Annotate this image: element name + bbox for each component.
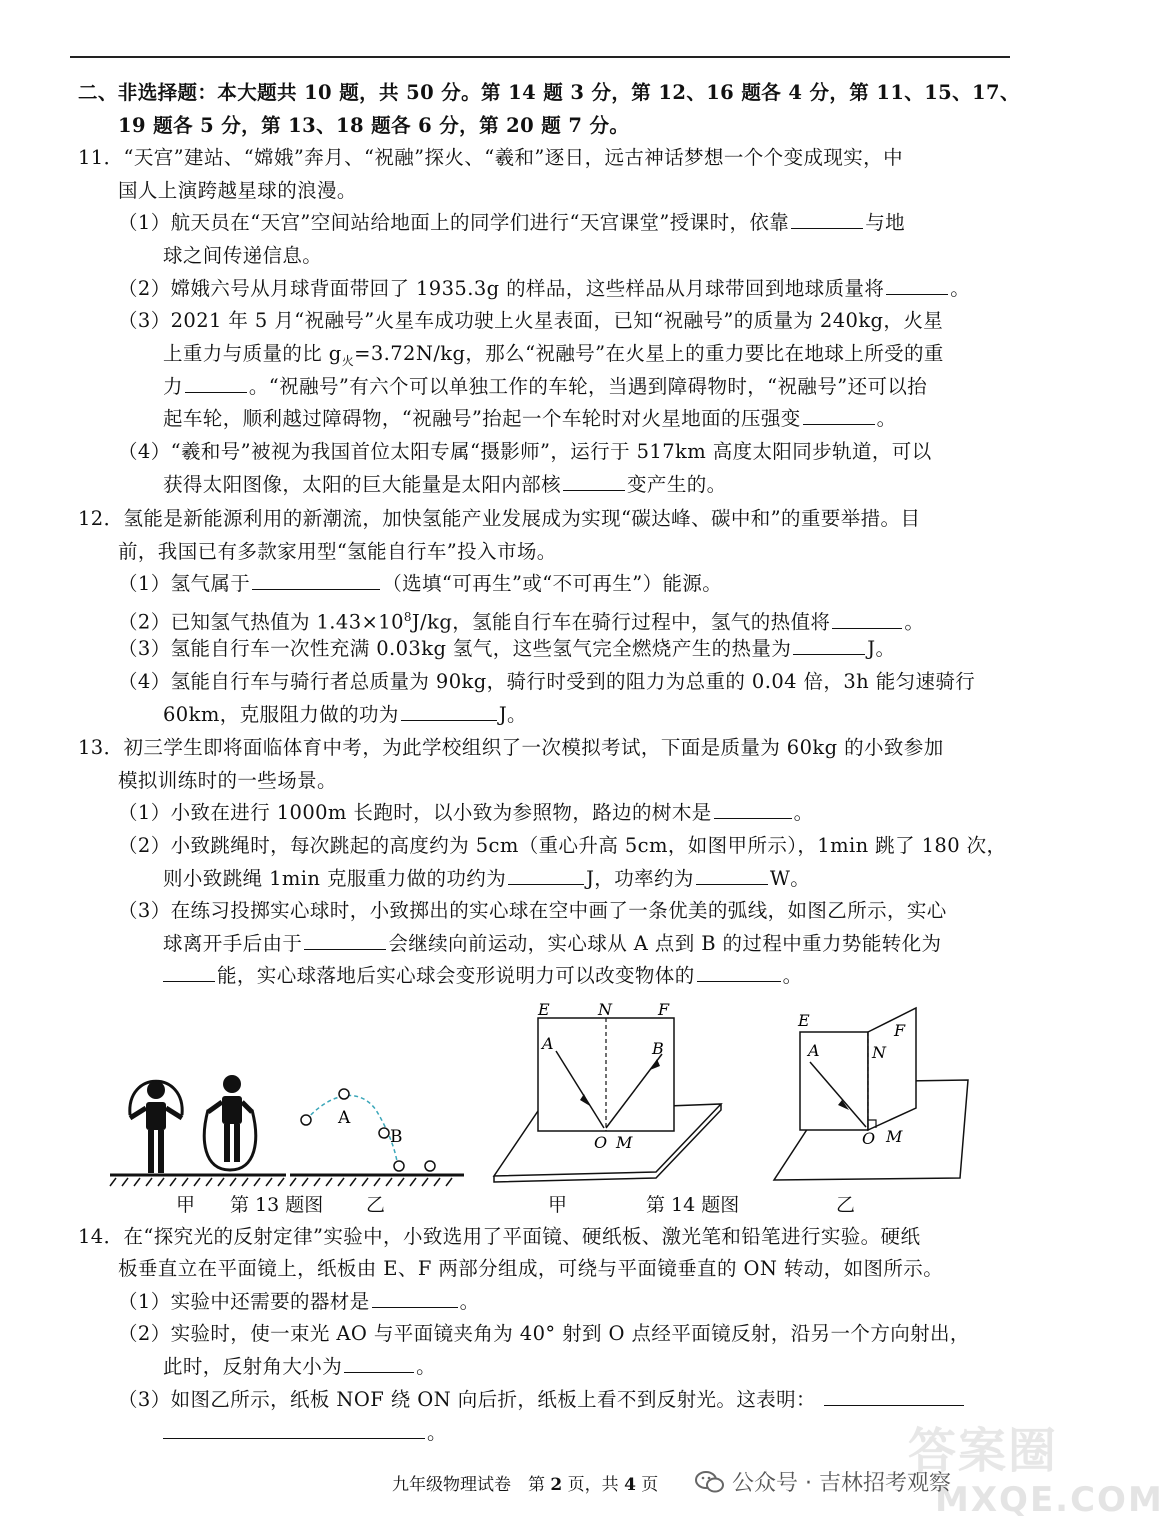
q14-part2-line2: 此时，反射角大小为 。 [163,1355,437,1378]
q12-part4-line1: （4）氢能自行车与骑行者总质量为 90kg，骑行时受到的阻力为总重的 0.04 倍，3h 能匀速骑行 [118,670,976,693]
q14-part3-line2: 。 [163,1420,447,1446]
q12-blank2[interactable] [832,610,902,629]
q12-blank1[interactable] [252,571,380,590]
label-m: M [616,1133,633,1152]
q13-stem-line2: 模拟训练时的一些场景。 [118,769,337,792]
label-a: A [808,1041,820,1060]
watermark-account: 公众号 · 吉林招考观察 [695,1466,951,1497]
section-header-line1: 二、非选择题：本大题共 10 题，共 50 分。第 14 题 3 分，第 12、16 题各 4 分，第 11、15、17、 [78,81,1020,104]
q13-blank4[interactable] [304,931,386,950]
q13-part2-line1: （2）小致跳绳时，每次跳起的高度约为 5cm（重心升高 5cm，如图甲所示），1min 跳了 180 次， [118,834,1007,857]
q14-part3-line1: （3）如图乙所示，纸板 NOF 绕 ON 向后折，纸板上看不到反射光。这表明： [118,1387,966,1413]
label-m: M [886,1127,903,1146]
q14-part1: （1）实验中还需要的器材是 。 [118,1290,480,1313]
top-rule [70,56,1010,58]
fig13-jia-rope-jumping [108,1060,288,1190]
q12-part3: （3）氢能自行车一次性充满 0.03kg 氢气，这些氢气完全燃烧产生的热量为 J。 [118,637,896,660]
ball-b [379,1128,389,1138]
q14-stem-line1: 14．在“探究光的反射定律”实验中，小致选用了平面镜、硬纸板、激光笔和铅笔进行实验。硬纸 [78,1225,921,1248]
label-n: N [872,1043,886,1062]
section-header-line2: 19 题各 5 分，第 13、18 题各 6 分，第 20 题 7 分。 [118,114,630,137]
q12-part4-line2: 60km，克服阻力做的功为 J。 [163,703,527,726]
fig13-title: 第 13 题图 [230,1194,324,1216]
label-f: F [658,1000,670,1019]
fig14-yi-folded-board [770,1000,970,1185]
q11-stem-line2: 国人上演跨越星球的浪漫。 [118,179,357,202]
q12-part1: （1）氢气属于 （选填“可再生”或“不可再生”）能源。 [118,572,723,595]
watermark-site: MXQE.COM [935,1480,1164,1520]
q13-blank1[interactable] [714,800,792,819]
q11-part3-line2: 上重力与质量的比 $g_火=3.72N/kg$，那么“祝融号”在火星上的重力要比在地球上所受的重 [163,342,944,368]
label-o: O [594,1133,608,1152]
ball-a [339,1089,349,1099]
q11-blank1[interactable] [791,210,863,229]
q13-part2-line2: 则小致跳绳 1min 克服重力做的功约为 J，功率约为 W。 [163,867,811,890]
ball-start [301,1115,311,1125]
q11-part1-line2: 球之间传递信息。 [163,244,323,267]
label-b: B [652,1039,664,1058]
q11-part4-line1: （4）“羲和号”被视为我国首位太阳专属“摄影师”，运行于 517km 高度太阳同步轨道，可以 [118,440,932,463]
q13-part3-line2: 球离开手后由于 会继续向前运动，实心球从 A 点到 B 的过程中重力势能转化为 [163,932,942,955]
q13-blank3[interactable] [696,866,768,885]
fig14-jia-mirror-board [486,996,726,1184]
fig13-yi-ball-trajectory [288,1080,468,1190]
q12-part2: （2）已知氢气热值为 $1.43\times 10^8J/kg$，氢能自行车在骑行过程中，氢气的热值将 。 [118,610,925,634]
q11-stem-line1: 11．“天宫”建站、“嫦娥”奔月、“祝融”探火、“羲和”逐日，远古神话梦想一个个变成现实，中 [78,146,903,169]
watermark-stamp: 答案圈 [908,1423,1059,1479]
q14-stem-line2: 板垂直立在平面镜上，纸板由 E、F 两部分组成，可绕与平面镜垂直的 ON 转动，如图所示。 [118,1257,944,1280]
label-b: B [390,1127,403,1147]
q13-stem-line1: 13．初三学生即将面临体育中考，为此学校组织了一次模拟考试，下面是质量为 60kg 的小致参加 [78,736,944,759]
ball-land [394,1161,404,1171]
q14-blank1[interactable] [372,1289,458,1308]
q13-blank6[interactable] [697,963,781,982]
wechat-icon [695,1470,725,1494]
label-o: O [862,1129,876,1148]
q14-blank2[interactable] [344,1354,414,1373]
fig14-yi-caption: 乙 [836,1194,856,1216]
fig13-yi-caption: 乙 [366,1194,386,1216]
q11-part1-line1: （1）航天员在“天宫”空间站给地面上的同学们进行“天宫课堂”授课时，依靠 与地 [118,211,905,234]
label-e: E [538,1000,550,1019]
label-a: A [338,1108,351,1128]
q12-stem-line1: 12．氢能是新能源利用的新潮流，加快氢能产业发展成为实现“碳达峰、碳中和”的重要举措。目 [78,507,921,530]
label-n: N [598,1000,612,1019]
q11-blank2[interactable] [886,276,948,295]
label-a: A [542,1034,554,1053]
q11-part3-line4: 起车轮，顺利越过障碍物，“祝融号”抬起一个车轮时对火星地面的压强变 。 [163,407,897,430]
q12-stem-line2: 前，我国已有多款家用型“氢能自行车”投入市场。 [118,540,557,563]
q13-part1: （1）小致在进行 1000m 长跑时，以小致为参照物，路边的树木是 。 [118,801,814,824]
q12-blank3[interactable] [793,636,865,655]
q13-part3-line1: （3）在练习投掷实心球时，小致掷出的实心球在空中画了一条优美的弧线，如图乙所示，实心 [118,899,947,922]
q11-part2: （2）嫦娥六号从月球背面带回了 1935.3g 的样品，这些样品从月球带回到地球质量将 。 [118,277,971,300]
ball-rest [425,1161,435,1171]
q13-part3-line3: 能，实心球落地后实心球会变形说明力可以改变物体的 。 [163,963,803,989]
q14-blank4[interactable] [163,1420,425,1439]
q12-blank4[interactable] [401,702,497,721]
fig13-jia-caption: 甲 [176,1194,196,1216]
fig14-jia-caption: 甲 [548,1194,568,1216]
q11-part4-line2: 获得太阳图像，太阳的巨大能量是太阳内部核 变产生的。 [163,473,727,496]
q11-part3-line1: （3）2021 年 5 月“祝融号”火星车成功驶上火星表面，已知“祝融号”的质量为 240kg，火星 [118,309,944,332]
q11-blank5[interactable] [563,472,625,491]
q11-blank4[interactable] [803,406,875,425]
q11-part3-line3: 力 。“祝融号”有六个可以单独工作的车轮，当遇到障碍物时，“祝融号”还可以抬 [163,375,928,398]
label-f: F [894,1021,906,1040]
fig14-title: 第 14 题图 [646,1194,740,1216]
q14-blank3[interactable] [824,1387,964,1406]
q13-blank5[interactable] [163,963,215,982]
page-footer: 九年级物理试卷 第 2 页，共 4 页 [392,1475,659,1495]
q13-blank2[interactable] [508,866,584,885]
q11-blank3[interactable] [185,374,247,393]
q14-part2-line1: （2）实验时，使一束光 AO 与平面镜夹角为 40° 射到 O 点经平面镜反射，沿另一个方向射出， [118,1322,970,1345]
label-e: E [798,1011,810,1030]
